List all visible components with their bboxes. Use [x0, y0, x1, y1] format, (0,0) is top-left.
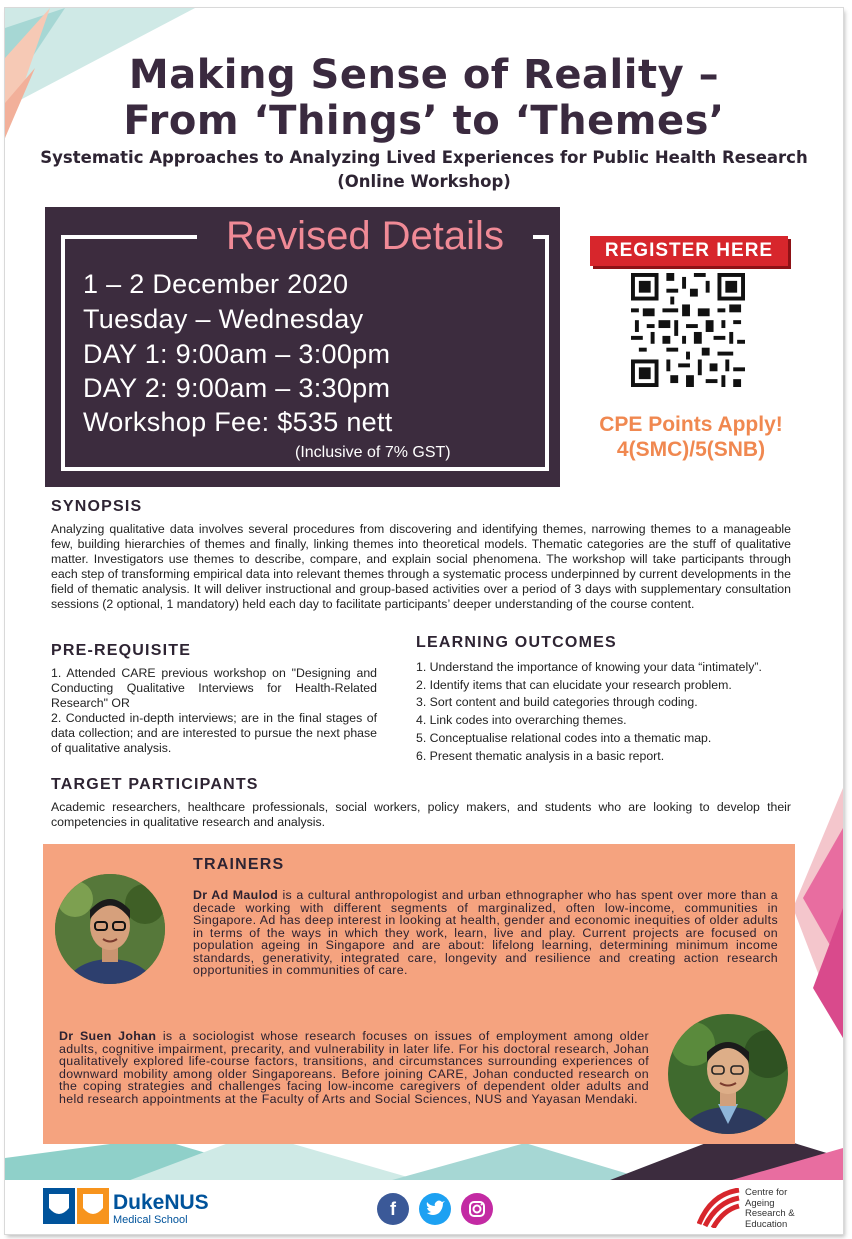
- care-line: Research &: [745, 1208, 795, 1219]
- trainer-bio-text: is a sociologist whose research focuses on issues of employment among older adults, cognitive impairment, precarity, and vulnerability in later life. For his doctoral research, Johan qualitatively explored life-course factors, transitions, and circumstances surrounding experiences of downward mobility among older Singaporeans. Before joining CARE, Johan conducted research on the coping strategies and challenges facing low-income caregivers of dependent older adults and held research appointments at the Faculty of Arts and Social Sciences, NUS and Yayasan Mendaki.: [59, 1029, 649, 1106]
- title-line-2: From ‘Things’ to ‘Themes’: [123, 98, 725, 144]
- duke-shield-icon: [43, 1188, 109, 1226]
- subtitle-line-1: Systematic Approaches to Analyzing Lived Experiences for Public Health Research: [40, 148, 808, 167]
- workshop-dates: 1 – 2 December 2020: [83, 269, 349, 299]
- trainer-bio-ad-maulod: [193, 889, 778, 977]
- outcome-item: 5. Conceptualise relational codes into a thematic map.: [416, 730, 712, 745]
- care-line: Centre for: [745, 1187, 788, 1198]
- care-logo-icon: [697, 1188, 741, 1228]
- trainers-section: [43, 844, 795, 1144]
- footer: [5, 1180, 843, 1234]
- duke-nus-logo-text: DukeNUS: [113, 1191, 209, 1214]
- page-title: [5, 52, 843, 144]
- trainers-heading: TRAINERS: [193, 856, 285, 873]
- trainer-photo-suen-johan: [668, 1014, 788, 1134]
- instagram-icon[interactable]: [461, 1193, 493, 1225]
- learning-outcomes-list: [416, 659, 816, 765]
- trainer-bio-suen-johan: [59, 1030, 649, 1105]
- prerequisite-item: 2. Conducted in-depth interviews; are in the final stages of data collection; and are interested to pursue the next phase of qualitative analysis.: [51, 711, 377, 755]
- title-line-1: Making Sense of Reality –: [128, 52, 720, 98]
- facebook-icon[interactable]: f: [377, 1193, 409, 1225]
- workshop-fee: Workshop Fee: $535 nett: [83, 407, 393, 437]
- revised-details-box: [45, 207, 560, 487]
- trainer-name-suen-johan: Dr Suen Johan: [59, 1029, 157, 1043]
- day2-time: DAY 2: 9:00am – 3:30pm: [83, 373, 391, 403]
- outcome-item: 4. Link codes into overarching themes.: [416, 713, 627, 728]
- gst-note: (Inclusive of 7% GST): [295, 444, 451, 461]
- prerequisite-item: 1. Attended CARE previous workshop on "Designing and Conducting Qualitative Interviews for Health-Related Research" OR: [51, 666, 377, 710]
- prerequisite-list: [51, 666, 377, 756]
- cpe-line-1: CPE Points Apply!: [599, 413, 783, 436]
- trainer-photo-ad-maulod: [55, 874, 165, 984]
- care-line: Education: [745, 1218, 788, 1230]
- cpe-points: [570, 412, 812, 462]
- synopsis-heading: SYNOPSIS: [51, 498, 143, 515]
- register-button[interactable]: REGISTER HERE: [590, 236, 788, 266]
- day1-time: DAY 1: 9:00am – 3:00pm: [83, 339, 391, 369]
- workshop-days: Tuesday – Wednesday: [83, 304, 364, 334]
- care-logo-text: [745, 1188, 795, 1230]
- subtitle: [5, 146, 843, 194]
- target-participants-heading: TARGET PARTICIPANTS: [51, 776, 259, 793]
- trainer-name-ad-maulod: Dr Ad Maulod: [193, 888, 279, 902]
- poster: [5, 8, 843, 1234]
- synopsis-text: Analyzing qualitative data involves several procedures from discovering and identifying themes, narrowing themes to a manageable few, building hierarchies of themes and finally, linking themes into theoretical models. Thematic categories are the stuff of qualitative matter. Investigators use themes to describe, compare, and explain social phenomena. The workshop will take participants through each step of transforming empirical data into relevant themes through a systematic process underpinned by current developments in the field of thematic analysis. It will deliver instructional and group-based activities over a period of 3 days with supplementary consultation sessions (2 optional, 1 mandatory) held each day to facilitate participants’ deeper understanding of the course content.: [51, 522, 791, 611]
- twitter-icon[interactable]: [419, 1193, 451, 1225]
- prerequisite-heading: PRE-REQUISITE: [51, 642, 192, 659]
- cpe-line-2: 4(SMC)/5(SNB): [616, 438, 766, 461]
- duke-nus-subtitle: Medical School: [113, 1214, 188, 1226]
- trainer-bio-text: is a cultural anthropologist and urban ethnographer who has spent over more than a decade working with different segments of marginalized, often low-income, communities in Singapore. Ad has deep interest in looking at health, gender and economic inequities of older adults in terms of the ways in which they work, learn, live and play. Current projects are focused on population ageing in Singapore and are about: lifelong learning, determining minimum income standards, generativity, integrated care, longevity and resilience and creating action research opportunities in communities of care.: [193, 888, 778, 977]
- subtitle-line-2: (Online Workshop): [337, 172, 511, 191]
- outcome-item: 1. Understand the importance of knowing your data “intimately”.: [416, 660, 762, 674]
- registration-qr-code[interactable]: [631, 273, 745, 387]
- learning-outcomes-heading: LEARNING OUTCOMES: [416, 634, 617, 651]
- outcome-item: 6. Present thematic analysis in a basic report.: [416, 748, 665, 763]
- revised-details-heading: Revised Details: [226, 214, 504, 258]
- outcome-item: 2. Identify items that can elucidate your research problem.: [416, 677, 732, 692]
- care-line: Ageing: [745, 1197, 775, 1209]
- outcome-item: 3. Sort content and build categories through coding.: [416, 695, 698, 710]
- target-participants-text: Academic researchers, healthcare professionals, social workers, policy makers, and students who are looking to develop their competencies in qualitative research and analysis.: [51, 800, 791, 829]
